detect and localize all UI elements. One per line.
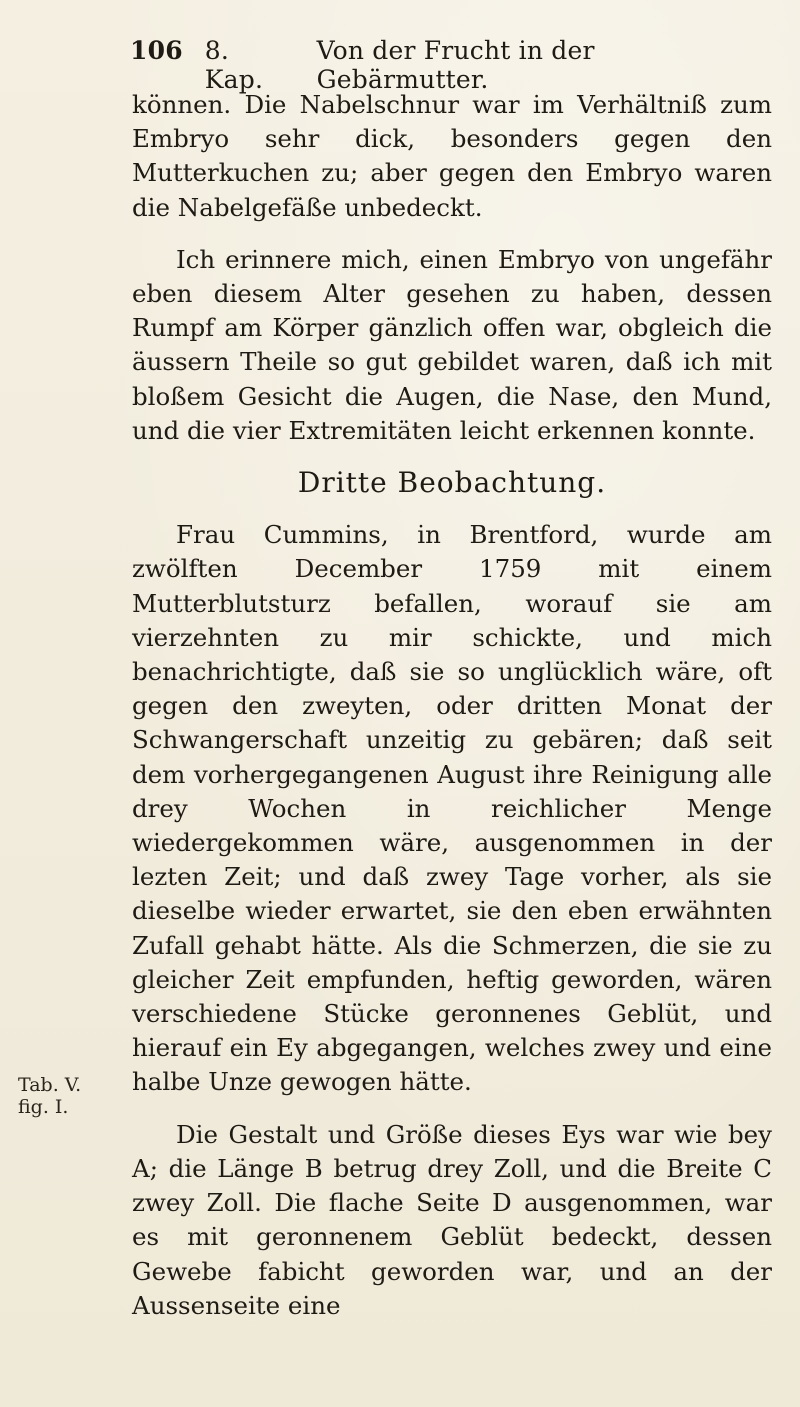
chapter-label: 8. Kap. [204, 36, 264, 94]
section-title: Dritte Beobachtung. [297, 466, 607, 500]
paragraph-3: Frau Cummins, in Brentford, wurde am zwölften December 1759 mit einem Mutterblutsturz befallen, worauf sie am vierzehnten zu mir schickte, und mich benachrichtigte, daß sie so unglücklich wäre, oft gegen den zweyten, oder dritten Monat der Schwangerschaft unzeitig zu gebären; daß seit dem vorhergegangenen August ihre Reinigung alle drey Wochen in reichlicher Menge wiedergekommen wäre, ausgenommen in der lezten Zeit; und daß zwey Tage vorher, als sie dieselbe wieder erwartet, sie den eben erwähnten Zufall gehabt hätte. Als die Schmerzen, die sie zu gleicher Zeit empfunden, heftig geworden, wären verschiedene Stücke geronnenes Geblüt, und hierauf ein Ey abgegangen, welches zwey und eine halbe Unze gewogen hätte. [132, 520, 772, 1097]
paragraph-2: Ich erinnere mich, einen Embryo von ungefähr eben diesem Alter gesehen zu haben, dessen Rumpf am Körper gänzlich offen war, obgleich die äussern Theile so gut gebildet waren, daß ich mit bloßem Gesicht die Augen, die Nase, den Mund, und die vier Extremitäten leicht erkennen konnte. [132, 244, 772, 445]
margin-reference [18, 1074, 81, 1118]
body-text [132, 88, 772, 1341]
paragraph-1: können. Die Nabelschnur war im Verhältniß zum Embryo sehr dick, besonders gegen den Mutterkuchen zu; aber gegen den Embryo waren die Nabelgefäße unbedeckt. [132, 90, 772, 222]
running-header [130, 36, 770, 94]
paragraph-4: Die Gestalt und Größe dieses Eys war wie bey A; die Länge B betrug drey Zoll, und die Breite C zwey Zoll. Die flache Seite D ausgenommen, war es mit geronnenem Geblüt bedeckt, dessen Gewebe fabicht geworden war, und an der Aussenseite eine [132, 1119, 772, 1320]
running-title: Von der Frucht in der Gebärmutter. [316, 36, 595, 94]
margin-reference-table: Tab. V. [18, 1074, 82, 1096]
page-number: 106 [130, 36, 183, 65]
margin-reference-figure: fig. I. [18, 1096, 69, 1118]
